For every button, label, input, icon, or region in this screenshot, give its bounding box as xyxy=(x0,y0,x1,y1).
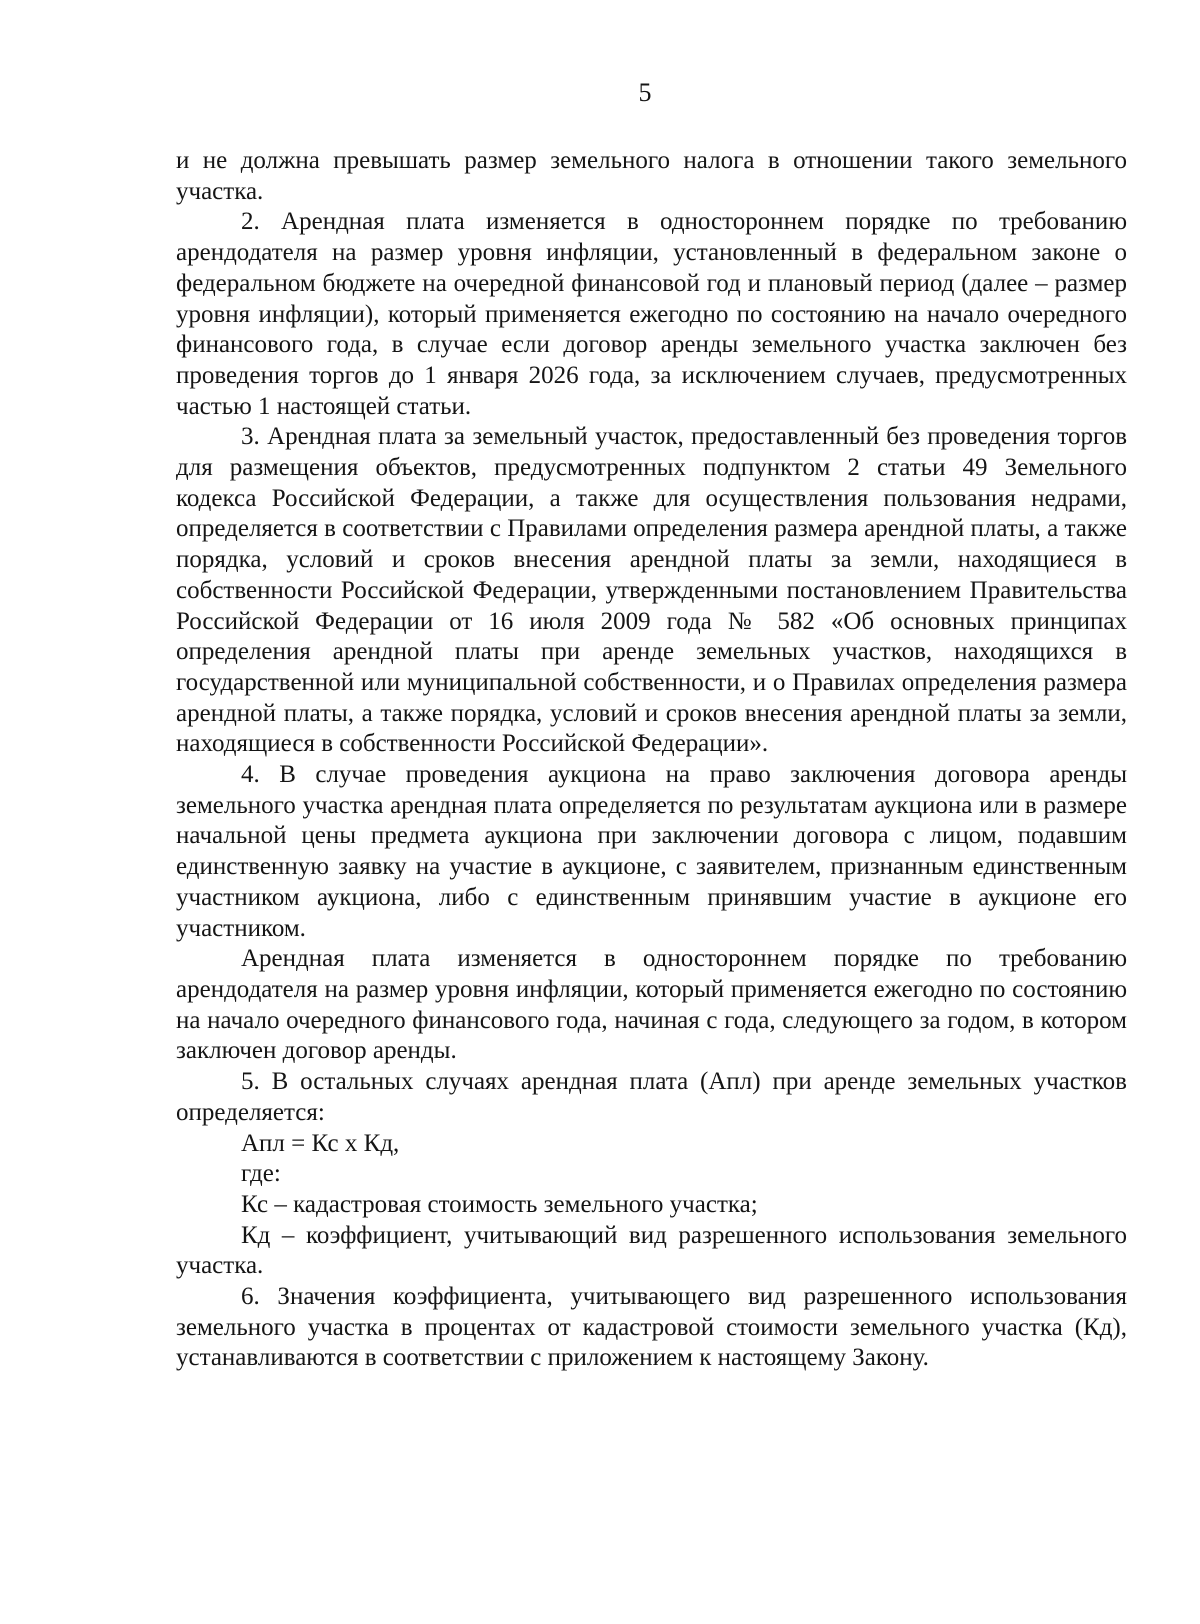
paragraph-item-5: 5. В остальных случаях арендная плата (Апл) при аренде земельных участков определяется: xyxy=(176,1068,1127,1126)
rent-formula: Апл = Кс х Кд, xyxy=(241,1129,400,1157)
paragraph-item-4: 4. В случае проведения аукциона на право заключения договора аренды земельного участка арендная плата определяется по результатам аукциона или в размере начальной цены предмета аукциона при заключении договора с лицом, подавшим единственную заявку на участие в аукционе, с заявителем, признанным единственным участником аукциона, либо с единственным принявшим участие в аукционе его участником. xyxy=(176,761,1127,942)
paragraph-item-4-inflation: Арендная плата изменяется в одностороннем порядке по требованию арендодателя на размер уровня инфляции, который применяется ежегодно по состоянию на начало очередного финансового года, начиная с года, следующего за годом, в котором заключен договор аренды. xyxy=(176,945,1127,1065)
paragraph-continuation: и не должна превышать размер земельного налога в отношении такого земельного участка. xyxy=(176,147,1127,205)
paragraph-item-6: 6. Значения коэффициента, учитывающего вид разрешенного использования земельного участка в процентах от кадастровой стоимости земельного участка (Кд), устанавливаются в соответствии с приложением к настоящему Закону. xyxy=(176,1283,1127,1372)
page-number: 5 xyxy=(638,78,652,107)
paragraph-item-2: 2. Арендная плата изменяется в одностороннем порядке по требованию арендодателя на размер уровня инфляции, установленный в федеральном законе о федеральном бюджете на очередной финансовой год и плановый период (далее – размер уровня инфляции), который применяется ежегодно по состоянию на начало очередного финансового года, в случае если договор аренды земельного участка заключен без проведения торгов до 1 января 2026 года, за исключением случаев, предусмотренных частью 1 настоящей статьи. xyxy=(176,208,1127,420)
formula-definition-kc: Кс – кадастровая стоимость земельного участка; xyxy=(241,1190,758,1218)
document-body xyxy=(176,146,1127,1374)
paragraph-item-3: 3. Арендная плата за земельный участок, предоставленный без проведения торгов для размещения объектов, предусмотренных подпунктом 2 статьи 49 Земельного кодекса Российской Федерации, а также для осуществления пользования недрами, определяется в соответствии с Правилами определения размера арендной платы, а также порядка, условий и сроков внесения арендной платы за земли, находящиеся в собственности Российской Федерации, утвержденными постановлением Правительства Российской Федерации от 16 июля 2009 года № 582 «Об основных принципах определения арендной платы при аренде земельных участков, находящихся в государственной или муниципальной собственности, и о Правилах определения размера арендной платы, а также порядка, условий и сроков внесения арендной платы за земли, находящиеся в собственности Российской Федерации». xyxy=(176,423,1127,758)
formula-where: где: xyxy=(241,1160,281,1188)
formula-definition-kd: Кд – коэффициент, учитывающий вид разрешенного использования земельного участка. xyxy=(176,1221,1127,1280)
